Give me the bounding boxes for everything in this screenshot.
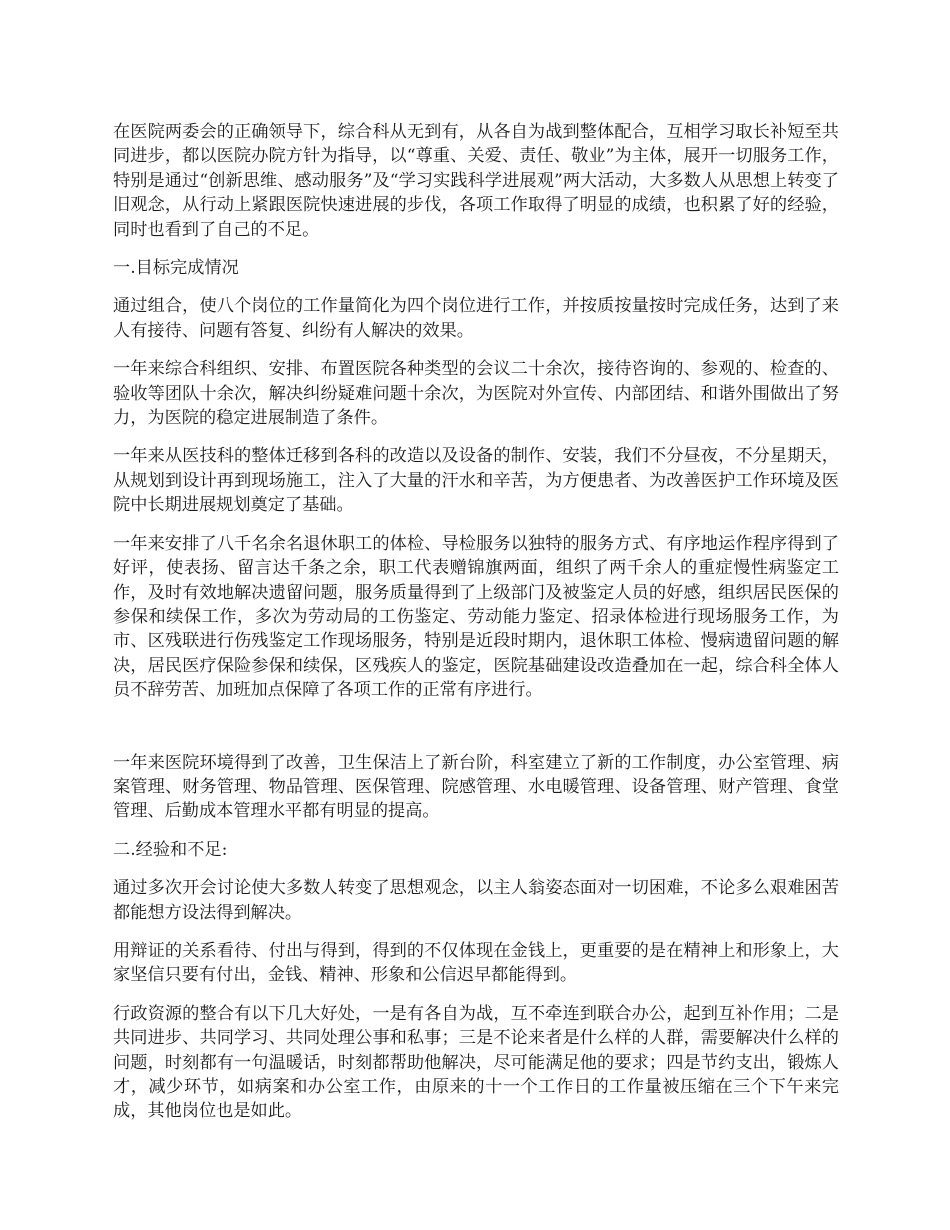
paragraph: 一年来安排了八千名余名退休职工的体检、导检服务以独特的服务方式、有序地运作程序得到了好评，使表扬、留言达千条之余，职工代表赠锦旗两面，组织了两千余人的重症慢性病鉴定工作，及时有效地解决遗留问题，服务质量得到了上级部门及被鉴定人员的好感，组织居民医保的参保和续保工作，多次为劳动局的工伤鉴定、劳动能力鉴定、招录体检进行现场服务工作，为市、区残联进行伤残鉴定工作现场服务，特别是近段时期内，退休职工体检、慢病遗留问题的解决，居民医疗保险参保和续保，区残疾人的鉴定，医院基础建设改造叠加在一起，综合科全体人员不辞劳苦、加班加点保障了各项工作的正常有序进行。	[113, 533, 839, 701]
paragraph: 一年来综合科组织、安排、布置医院各种类型的会议二十余次，接待咨询的、参观的、检查的、验收等团队十余次，解决纠纷疑难问题十余次，为医院对外宣传、内部团结、和谐外围做出了努力，为医院的稳定进展制造了条件。	[113, 359, 839, 429]
paragraph: 一年来医院环境得到了改善，卫生保洁上了新台阶，科室建立了新的工作制度，办公室管理、病案管理、财务管理、物品管理、医保管理、院感管理、水电暖管理、设备管理、财产管理、食堂管理、后勤成本管理水平都有明显的提高。	[113, 752, 839, 822]
paragraph: 一年来从医技科的整体迁移到各科的改造以及设备的制作、安装，我们不分昼夜，不分星期天，从规划到设计再到现场施工，注入了大量的汗水和辛苦，为方便患者、为改善医护工作环境及医院中长期进展规划奠定了基础。	[113, 446, 839, 516]
paragraph: 用辩证的关系看待、付出与得到，得到的不仅体现在金钱上，更重要的是在精神上和形象上，大家坚信只要有付出，金钱、精神、形象和公信迟早都能得到。	[113, 940, 839, 986]
spacer	[113, 717, 839, 751]
section-heading-experience: 二.经验和不足:	[113, 839, 228, 860]
document-body	[113, 120, 839, 1138]
intro-paragraph: 在医院两委会的正确领导下，综合科从无到有，从各自为战到整体配合，互相学习取长补短至共同进步，都以医院办院方针为指导，以“尊重、关爱、责任、敬业”为主体，展开一切服务工作，特别是通过“创新思维、感动服务”及“学习实践科学进展观”两大活动，大多数人从思想上转变了旧观念，从行动上紧跟医院快速进展的步伐，各项工作取得了明显的成绩，也积累了好的经验，同时也看到了自己的不足。	[113, 122, 839, 240]
paragraph: 行政资源的整合有以下几大好处，一是有各自为战，互不牵连到联合办公，起到互补作用；二是共同进步、共同学习、共同处理公事和私事；三是不论来者是什么样的人群，需要解决什么样的问题，时刻都有一句温暖话，时刻都帮助他解决，尽可能满足他的要求；四是节约支出，锻炼人才，减少环节，如病案和办公室工作，由原来的十一个工作日的工作量被压缩在三个下午来完成，其他岗位也是如此。	[113, 1003, 839, 1122]
paragraph: 通过多次开会讨论使大多数人转变了思想观念，以主人翁姿态面对一切困难，不论多么艰难困苦都能想方设法得到解决。	[113, 878, 839, 923]
section-heading-goals: 一.目标完成情况	[113, 258, 239, 279]
paragraph: 通过组合，使八个岗位的工作量简化为四个岗位进行工作，并按质按量按时完成任务，达到了来人有接待、问题有答复、纠纷有人解决的效果。	[113, 296, 839, 341]
